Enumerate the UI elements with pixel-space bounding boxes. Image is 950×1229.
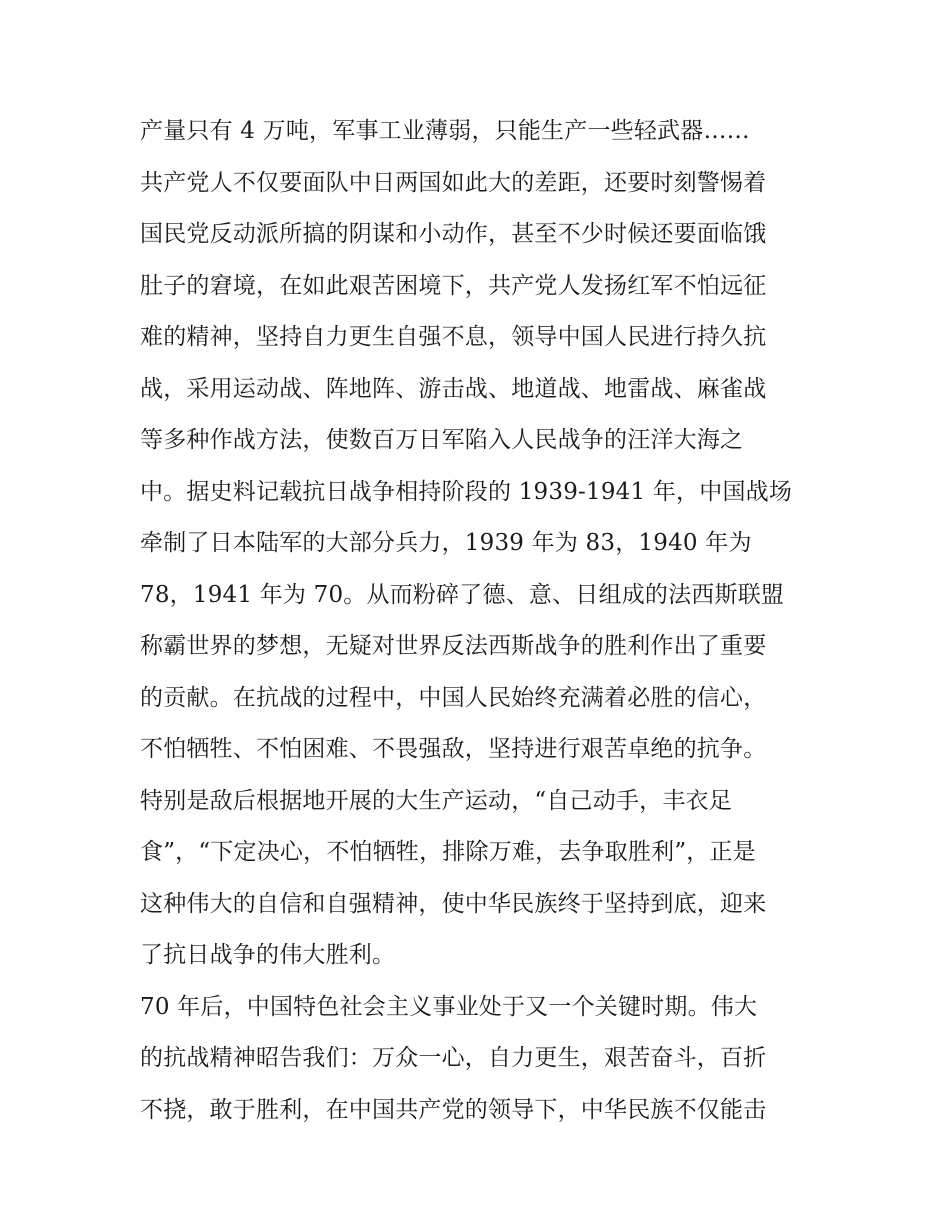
text-line: 中。据史料记载抗日战争相持阶段的 1939-1941 年，中国战场 — [140, 478, 793, 505]
text-line: 称霸世界的梦想，无疑对世界反法西斯战争的胜利作出了重要 — [140, 633, 767, 659]
text-line: 特别是敌后根据地开展的大生产运动，“自己动手，丰衣足 — [140, 787, 732, 814]
text-line: 牵制了日本陆军的大部分兵力，1939 年为 83，1940 年为 — [140, 530, 752, 556]
text-line: 不挠，敢于胜利，在中国共产党的领导下，中华民族不仅能击 — [140, 1096, 767, 1123]
text-line: 战，采用运动战、阵地阵、游击战、地道战、地雷战、麻雀战 — [140, 375, 767, 402]
text-line: 的贡献。在抗战的过程中，中国人民始终充满着必胜的信心， — [140, 684, 767, 711]
body-text — [140, 110, 840, 1140]
text-line: 的抗战精神昭告我们：万众一心，自力更生，艰苦奋斗，百折 — [140, 1045, 767, 1071]
text-line: 肚子的窘境，在如此艰苦困境下，共产党人发扬红军不怕远征 — [140, 272, 767, 299]
text-line: 这种伟大的自信和自强精神，使中华民族终于坚持到底，迎来 — [140, 890, 767, 917]
text-line: 食”，“下定决心，不怕牺牲，排除万难，去争取胜利”，正是 — [140, 839, 756, 865]
text-line: 等多种作战方法，使数百万日军陷入人民战争的汪洋大海之 — [140, 427, 744, 453]
text-line: 78，1941 年为 70。从而粉碎了德、意、日组成的法西斯联盟 — [140, 581, 785, 608]
text-line: 产量只有 4 万吨，军事工业薄弱，只能生产一些轻武器…… — [140, 118, 750, 144]
text-line: 难的精神，坚持自力更生自强不息，领导中国人民进行持久抗 — [140, 324, 767, 350]
text-line: 了抗日战争的伟大胜利。 — [140, 942, 396, 968]
text-line: 国民党反动派所搞的阴谋和小动作，甚至不少时候还要面临饿 — [140, 221, 767, 247]
text-line: 不怕牺牲、不怕困难、不畏强敌，坚持进行艰苦卓绝的抗争。 — [140, 736, 767, 762]
text-line: 70 年后，中国特色社会主义事业处于又一个关键时期。伟大 — [140, 993, 758, 1020]
text-line: 共产党人不仅要面队中日两国如此大的差距，还要时刻警惕着 — [140, 169, 767, 196]
